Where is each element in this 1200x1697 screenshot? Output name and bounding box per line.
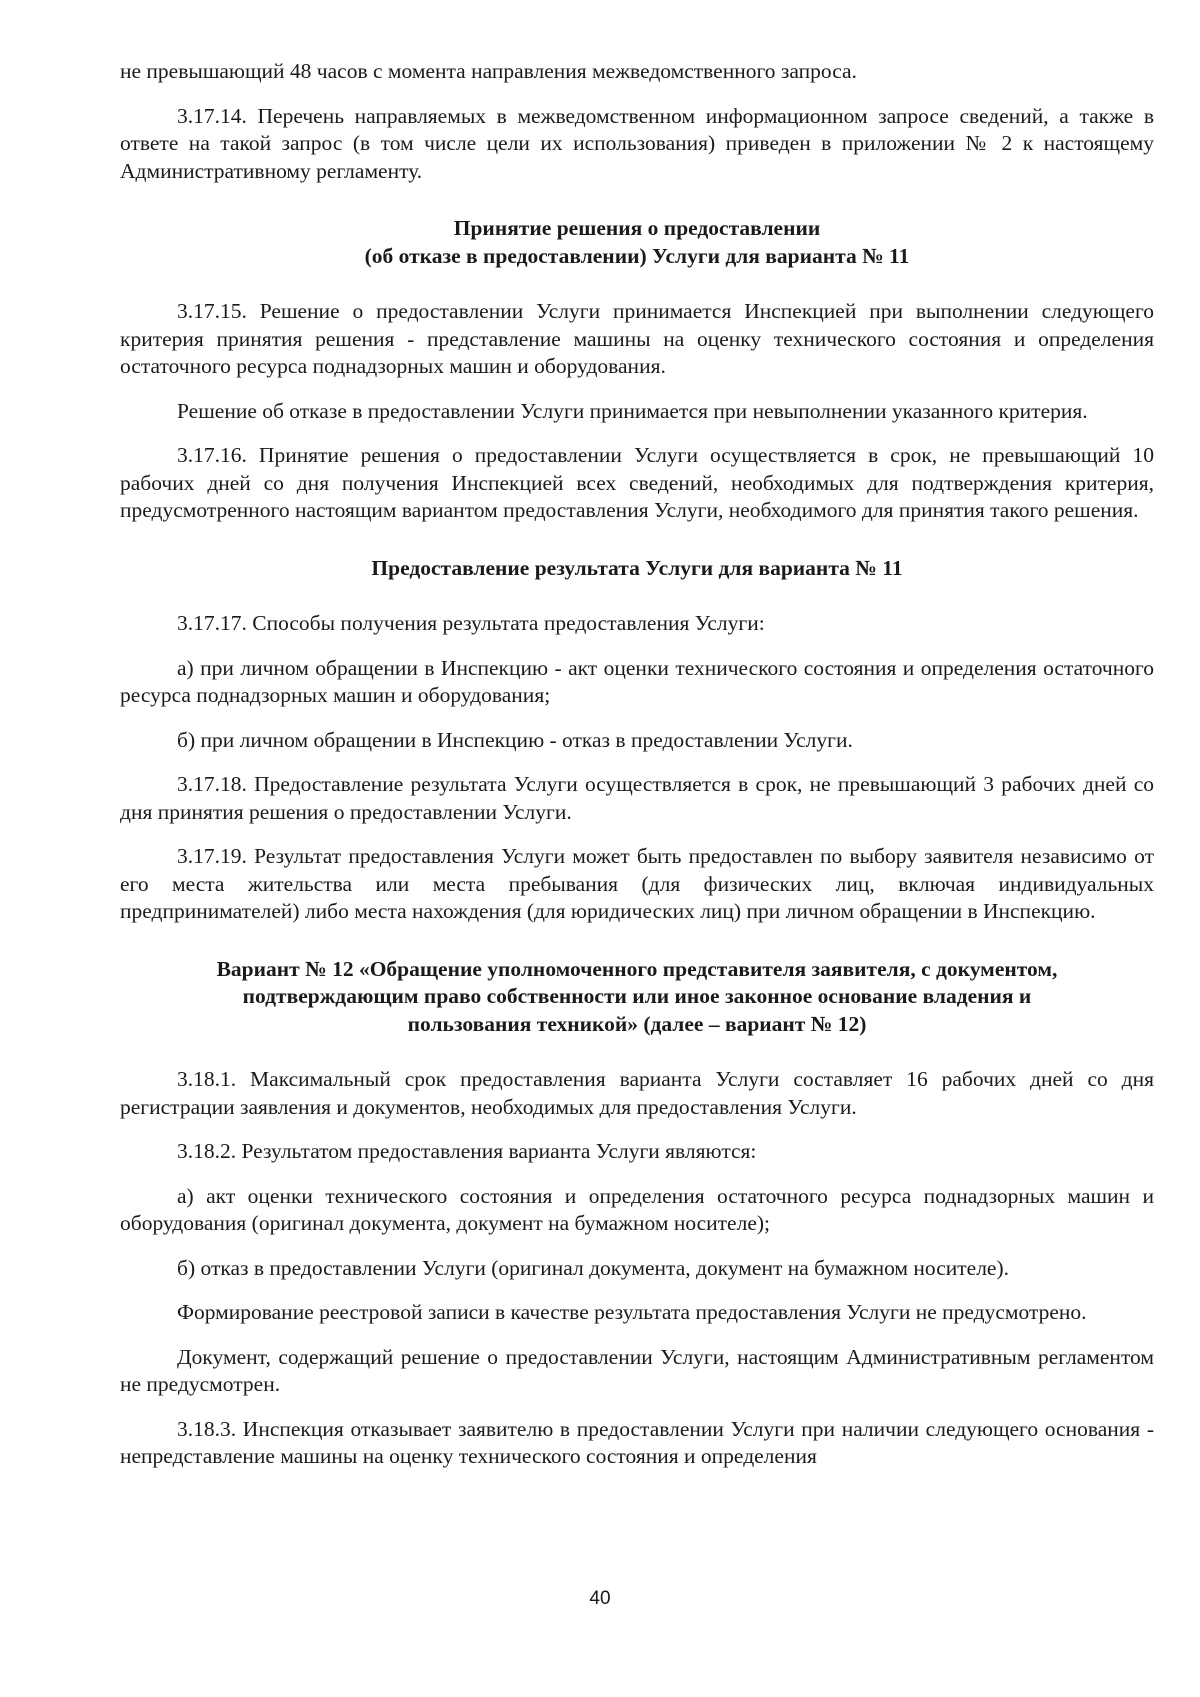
heading-line: пользования техникой» (далее – вариант № 12) xyxy=(407,1011,867,1036)
paragraph-3-17-16: 3.17.16. Принятие решения о предоставлении Услуги осуществляется в срок, не превышающий 10 рабочих дней со дня получения Инспекцией всех сведений, необходимых для подтверждения критерия, предусмотренного настоящим вариантом предоставления Услуги, необходимого для принятия такого решения. xyxy=(120,443,1154,522)
page-number: 40 xyxy=(589,1588,611,1609)
section-heading-decision-variant-11 xyxy=(120,215,1154,270)
paragraph-3-18-3: 3.18.3. Инспекция отказывает заявителю в предоставлении Услуги при наличии следующего основания - непредставление машины на оценку технического состояния и определения xyxy=(120,1416,1154,1468)
section-heading-result-variant-11 xyxy=(120,555,1154,583)
paragraph-3-17-15: 3.17.15. Решение о предоставлении Услуги принимается Инспекцией при выполнении следующего критерия принятия решения - представление машины на оценку технического состояния и определения остаточного ресурса поднадзорных машин и оборудования. xyxy=(120,299,1154,378)
paragraph-3-18-1: 3.18.1. Максимальный срок предоставления варианта Услуги составляет 16 рабочих дней со дня регистрации заявления и документов, необходимых для предоставления Услуги. xyxy=(120,1067,1154,1119)
paragraph-3-17-19: 3.17.19. Результат предоставления Услуги может быть предоставлен по выбору заявителя независимо от его места жительства или места пребывания (для физических лиц, включая индивидуальных предпринимателей) либо места нахождения (для юридических лиц) при личном обращении в Инспекцию. xyxy=(120,844,1154,923)
paragraph-3-17-14: 3.17.14. Перечень направляемых в межведомственном информационном запросе сведений, а также в ответе на такой запрос (в том числе цели их использования) приведен в приложении № 2 к настоящему Административному регламенту. xyxy=(120,103,1154,183)
list-item-a: а) при личном обращении в Инспекцию - акт оценки технического состояния и определения остаточного ресурса поднадзорных машин и оборудования; xyxy=(120,655,1154,707)
list-item-b: б) отказ в предоставлении Услуги (оригинал документа, документ на бумажном носителе). xyxy=(177,1255,1010,1280)
paragraph: Документ, содержащий решение о предоставлении Услуги, настоящим Административным регламентом не предусмотрен. xyxy=(120,1344,1154,1396)
heading-line: Принятие решения о предоставлении xyxy=(453,216,821,240)
section-heading-variant-12 xyxy=(120,956,1154,1039)
heading-line: (об отказе в предоставлении) Услуги для варианта № 11 xyxy=(364,243,910,268)
heading-line: Предоставление результата Услуги для варианта № 11 xyxy=(371,555,903,580)
paragraph: не превышающий 48 часов с момента направления межведомственного запроса. xyxy=(120,59,857,83)
paragraph-3-17-18: 3.17.18. Предоставление результата Услуги осуществляется в срок, не превышающий 3 рабочих дней со дня принятия решения о предоставлении Услуги. xyxy=(120,772,1154,824)
paragraph-3-17-17: 3.17.17. Способы получения результата предоставления Услуги: xyxy=(177,611,765,635)
paragraph: Решение об отказе в предоставлении Услуги принимается при невыполнении указанного критерия. xyxy=(177,398,1088,423)
list-item-b: б) при личном обращении в Инспекцию - отказ в предоставлении Услуги. xyxy=(177,727,853,752)
paragraph-3-18-2: 3.18.2. Результатом предоставления варианта Услуги являются: xyxy=(177,1139,757,1163)
paragraph: Формирование реестровой записи в качестве результата предоставления Услуги не предусмотрено. xyxy=(177,1300,1087,1324)
heading-line: подтверждающим право собственности или иное законное основание владения и xyxy=(242,984,1032,1008)
heading-line: Вариант № 12 «Обращение уполномоченного представителя заявителя, с документом, xyxy=(216,956,1058,981)
document-body xyxy=(120,58,1154,1471)
list-item-a: а) акт оценки технического состояния и определения остаточного ресурса поднадзорных машин и оборудования (оригинал документа, документ на бумажном носителе); xyxy=(120,1183,1154,1235)
